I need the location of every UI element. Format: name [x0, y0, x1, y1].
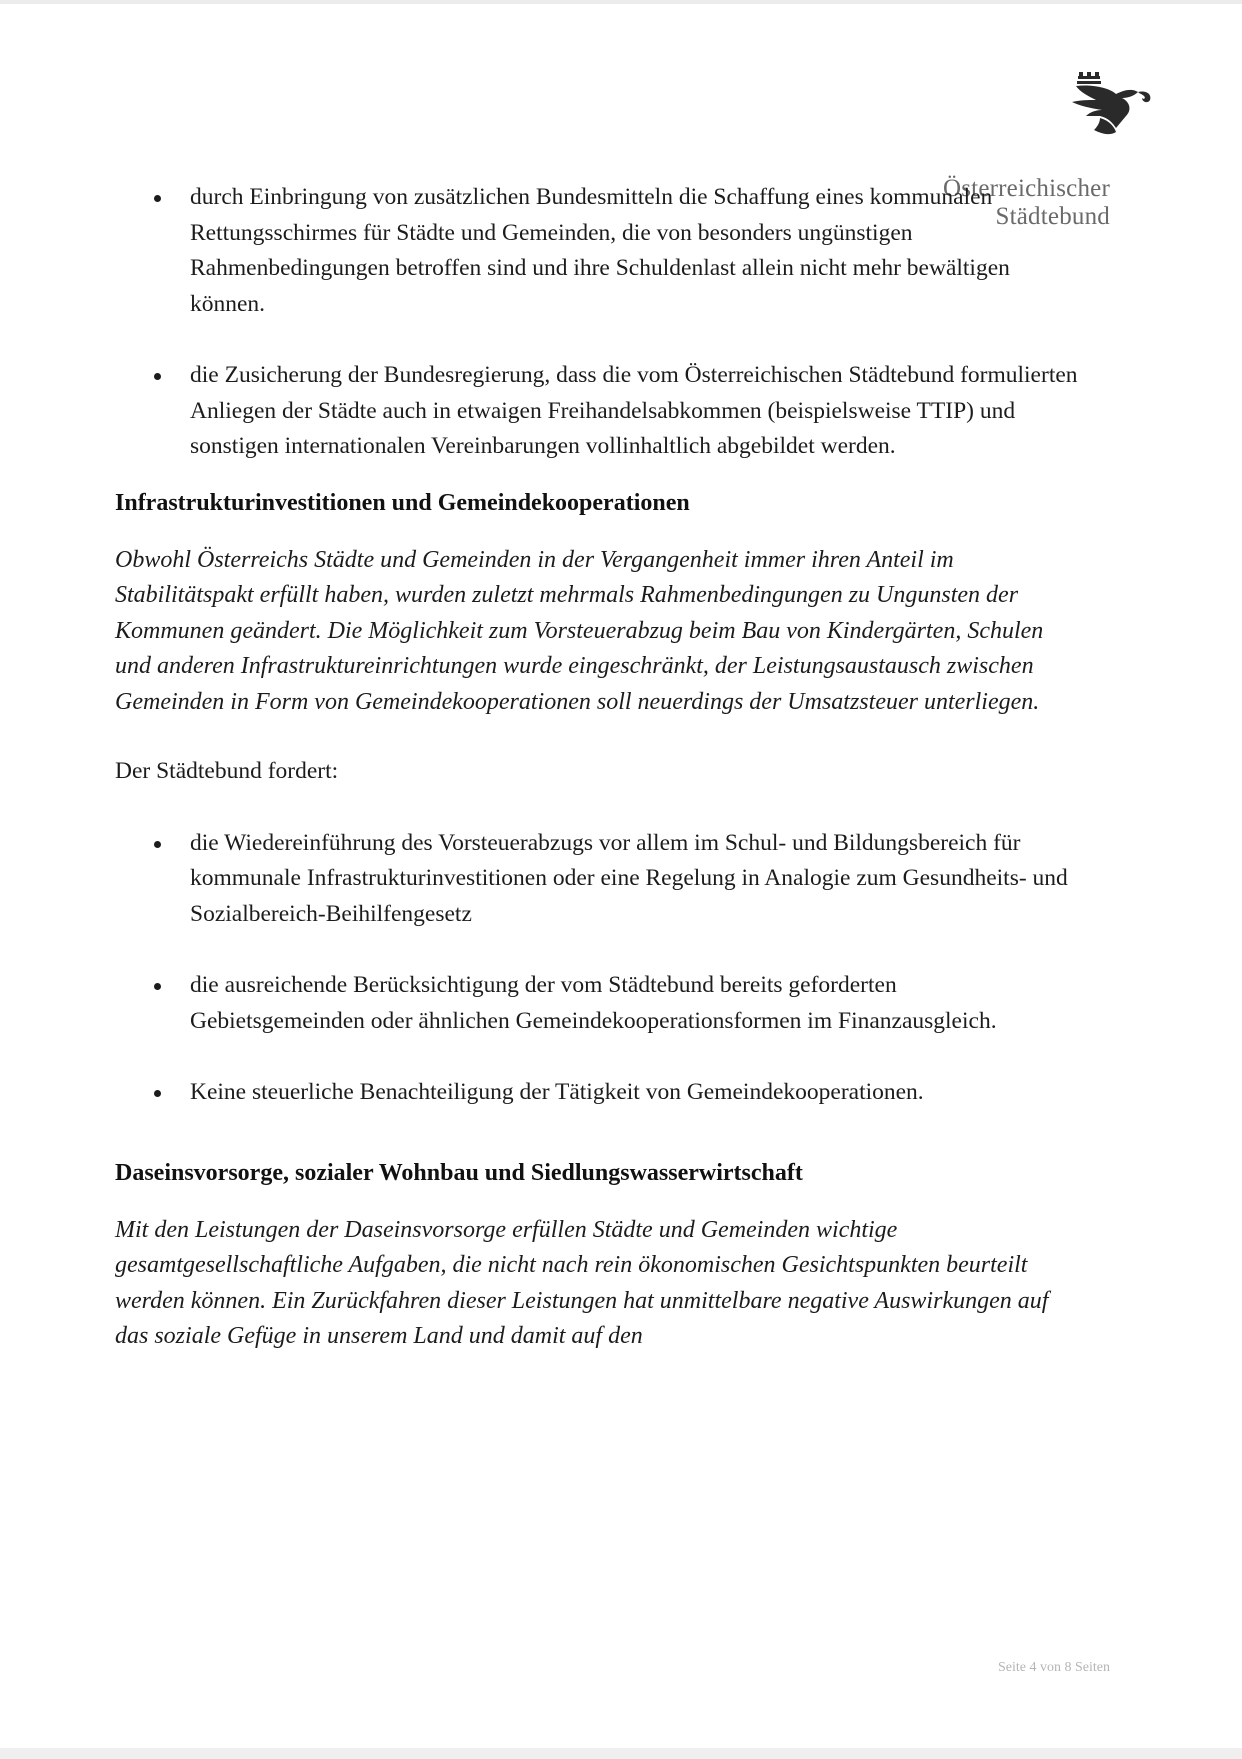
scan-bottom-edge: [0, 1748, 1242, 1759]
list-item-text: durch Einbringung von zusätzlichen Bundesmitteln die Schaffung eines kommunalen Rettungsschirmes für Städte und Gemeinden, die von besonders ungünstigen Rahmenbedingungen betroffen sind und ihre Schuldenlast allein nicht mehr bewältigen können.: [190, 184, 1010, 317]
list-item: [115, 358, 1100, 465]
list-item: [115, 826, 1100, 933]
bullet-icon: [154, 1090, 161, 1097]
list-item: [115, 968, 1030, 1039]
section-heading: Infrastrukturinvestitionen und Gemeindekooperationen: [115, 489, 690, 516]
section-intro: Mit den Leistungen der Daseinsvorsorge erfüllen Städte und Gemeinden wichtige gesamtgesellschaftliche Aufgaben, die nicht nach rein ökonomischen Gesichtspunkten beurteilt werden können. Ein Zurückfahren dieser Leistungen hat unmittelbare negative Auswirkungen auf das soziale Gefüge in unserem Land und damit auf den: [115, 1216, 1049, 1349]
list-item-text: die Zusicherung der Bundesregierung, dass die vom Österreichischen Städtebund formulierten Anliegen der Städte auch in etwaigen Freihandelsabkommen (beispielsweise TTIP) und sonstigen internationalen Vereinbarungen vollinhaltlich abgebildet werden.: [190, 362, 1078, 459]
document-content: [115, 180, 1100, 1355]
bullet-icon: [154, 195, 161, 202]
staedtebund-emblem-icon: [1066, 72, 1180, 172]
logo-text-line2: Städtebund: [995, 203, 1110, 230]
section-intro: Obwohl Österreichs Städte und Gemeinden in der Vergangenheit immer ihren Anteil im Stabilitätspakt erfüllt haben, wurden zuletzt mehrmals Rahmenbedingungen zu Ungunsten der Kommunen geändert. Die Möglichkeit zum Vorsteuerabzug beim Bau von Kindergärten, Schulen und anderen Infrastruktureinrichtungen wurde eingeschränkt, der Leistungsaustausch zwischen Gemeinden in Form von Gemeindekooperationen soll neuerdings der Umsatzsteuer unterliegen.: [115, 546, 1044, 715]
list-item: [115, 180, 1030, 322]
page-number: Seite 4 von 8 Seiten: [998, 1660, 1110, 1675]
list-item: [115, 1075, 1100, 1111]
list-item-text: die Wiedereinführung des Vorsteuerabzugs vor allem im Schul- und Bildungsbereich für kommunale Infrastrukturinvestitionen oder eine Regelung in Analogie zum Gesundheits- und Sozialbereich-Beihilfengesetz: [190, 829, 1068, 927]
bullet-icon: [154, 983, 161, 990]
bullet-icon: [154, 841, 161, 848]
bullet-icon: [154, 373, 161, 380]
list-item-text: Keine steuerliche Benachteiligung der Tätigkeit von Gemeindekooperationen.: [190, 1079, 924, 1105]
scan-top-edge: [0, 0, 1242, 4]
logo-text-line1: Österreichischer: [942, 175, 1110, 202]
section-heading: Daseinsvorsorge, sozialer Wohnbau und Siedlungswasserwirtschaft: [115, 1159, 803, 1186]
demand-label: Der Städtebund fordert:: [115, 758, 339, 784]
list-item-text: die ausreichende Berücksichtigung der vom Städtebund bereits geforderten Gebietsgemeinden oder ähnlichen Gemeindekooperationsformen im Finanzausgleich.: [190, 972, 997, 1034]
